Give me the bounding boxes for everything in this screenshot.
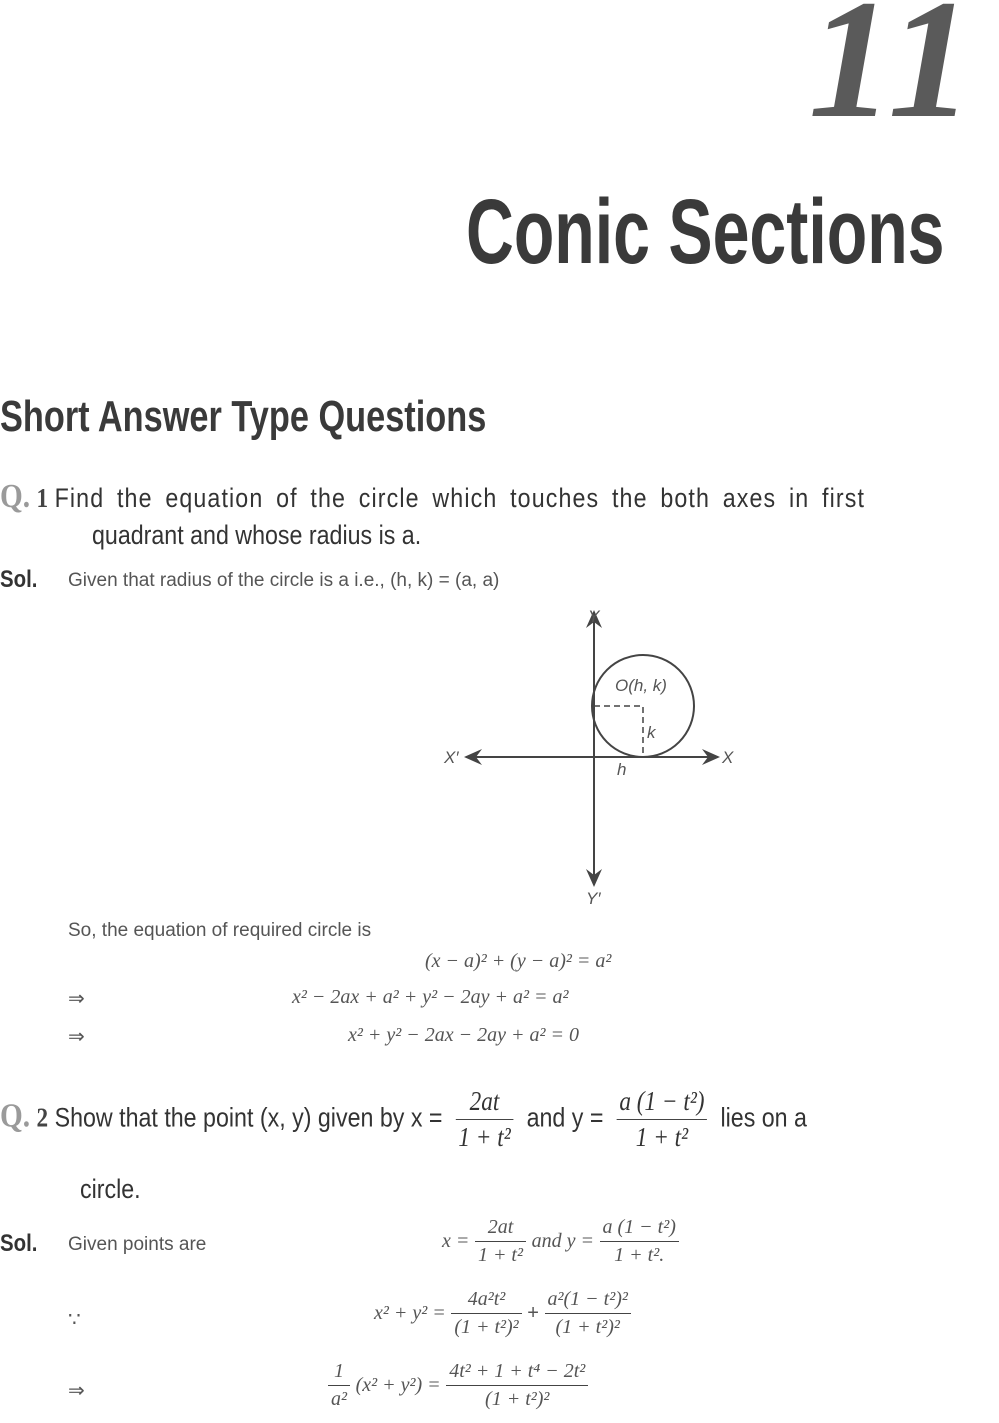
denominator: (1 + t²)² (454, 1316, 519, 1338)
solution-text: Given points are (68, 1234, 207, 1255)
label-k: k (647, 723, 656, 742)
denominator: 1 + t² (635, 1122, 689, 1152)
because-symbol: ∵ (68, 1309, 81, 1331)
denominator: a² (331, 1388, 347, 1410)
numerator: a (1 − t²) (600, 1216, 679, 1242)
lhs: x² + y² = (374, 1301, 446, 1324)
question-text-c: lies on a (720, 1102, 807, 1133)
denominator: 1 + t² (458, 1122, 511, 1152)
label-x-prime: X′ (444, 748, 459, 767)
question-marker: Q. (0, 1097, 31, 1135)
fraction (600, 1216, 679, 1267)
lhs: (x² + y²) = (355, 1373, 441, 1396)
numerator: 4t² + 1 + t⁴ − 2t² (446, 1360, 588, 1386)
and-text: and y = (531, 1229, 594, 1252)
equation-2: x² − 2ax + a² + y² − 2ay + a² = a² (292, 986, 569, 1008)
fraction (475, 1216, 526, 1267)
label-y-prime: Y′ (586, 889, 601, 908)
question-number: 1 (36, 483, 49, 513)
denominator: (1 + t²)² (485, 1388, 550, 1410)
question-text: Find the equation of the circle which touches the both axes in first (54, 483, 866, 513)
chapter-title: Conic Sections (466, 181, 945, 283)
question-text-b: and y = (526, 1102, 604, 1133)
numerator: 2at (456, 1086, 513, 1120)
fraction (451, 1288, 521, 1339)
question-2-line2: circle. (80, 1174, 141, 1204)
question-marker: Q. (0, 478, 31, 515)
numerator: 2at (475, 1216, 526, 1242)
denominator: 1 + t² (477, 1244, 523, 1266)
equation-1: (x − a)² + (y − a)² = a² (425, 950, 612, 972)
label-x: X (722, 748, 734, 767)
numerator: a (1 − t²) (617, 1086, 707, 1120)
implies-symbol: ⇒ (68, 988, 85, 1010)
fraction (545, 1288, 631, 1339)
denominator: (1 + t²)² (555, 1316, 620, 1338)
numerator: 1 (328, 1360, 350, 1386)
label-h: h (617, 760, 627, 779)
solution-equation-3 (328, 1360, 588, 1411)
implies-symbol: ⇒ (68, 1380, 85, 1402)
fraction (446, 1360, 588, 1411)
question-1-line1 (0, 478, 865, 516)
implies-symbol: ⇒ (68, 1026, 85, 1048)
question-2-line1 (0, 1086, 807, 1153)
question-1-line2: quadrant and whose radius is a. (92, 520, 422, 550)
numerator: 4a²t² (451, 1288, 521, 1314)
so-text: So, the equation of required circle is (68, 920, 372, 941)
plus: + (527, 1301, 539, 1324)
lhs: x = (442, 1229, 470, 1252)
solution-equation-2 (374, 1288, 631, 1339)
solution-label: Sol. (0, 1230, 38, 1257)
fraction-x (456, 1086, 513, 1153)
fraction (328, 1360, 350, 1411)
fraction-y (617, 1086, 707, 1153)
solution-text: Given that radius of the circle is a i.e., (h, k) = (a, a) (68, 570, 500, 591)
section-title: Short Answer Type Questions (0, 392, 487, 441)
label-y: Y (588, 607, 600, 626)
question-text-a: Show that the point (x, y) given by x = (54, 1102, 443, 1133)
radius-dashes (594, 706, 643, 757)
denominator: 1 + t². (614, 1244, 665, 1266)
chapter-number: 11 (808, 0, 977, 153)
equation-3: x² + y² − 2ax − 2ay + a² = 0 (348, 1024, 579, 1046)
numerator: a²(1 − t²)² (545, 1288, 631, 1314)
solution-label: Sol. (0, 566, 38, 593)
solution-equation-1 (442, 1216, 679, 1267)
question-number: 2 (36, 1102, 49, 1133)
circle-diagram (430, 600, 760, 910)
label-center: O(h, k) (615, 676, 667, 695)
